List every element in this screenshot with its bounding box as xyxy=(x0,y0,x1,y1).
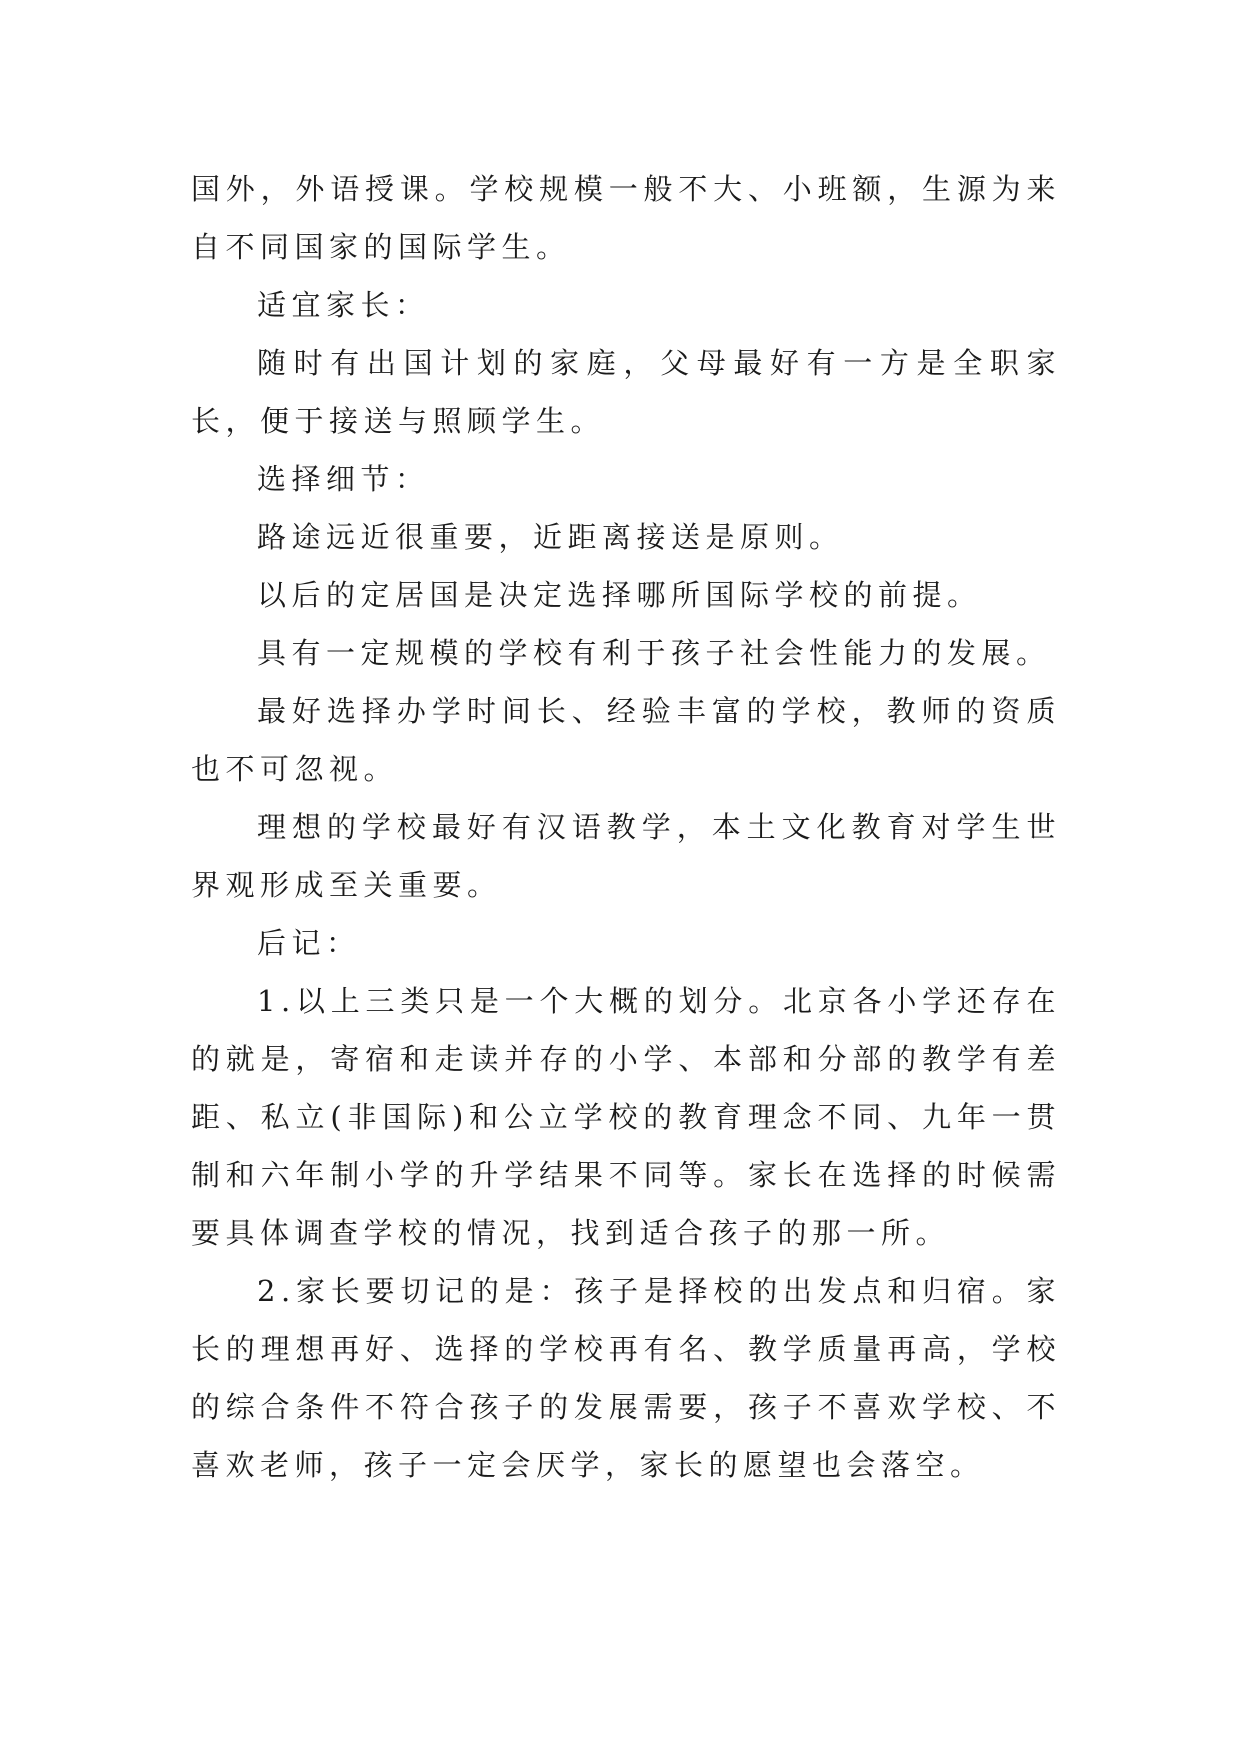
paragraph-postscript-2: 2.家长要切记的是：孩子是择校的出发点和归宿。家长的理想再好、选择的学校再有名、教学质量再高，学校的综合条件不符合孩子的发展需要，孩子不喜欢学校、不喜欢老师，孩子一定会厌学，家长的愿望也会落空。 xyxy=(191,1274,1061,1482)
paragraph-suitable-parents: 随时有出国计划的家庭，父母最好有一方是全职家长，便于接送与照顾学生。 xyxy=(191,346,1061,438)
document-body xyxy=(191,160,1061,1494)
heading-postscript: 后记： xyxy=(257,926,361,960)
heading-suitable-parents: 适宜家长： xyxy=(257,288,430,322)
paragraph-chinese-teaching: 理想的学校最好有汉语教学，本土文化教育对学生世界观形成至关重要。 xyxy=(191,810,1061,902)
heading-selection-details: 选择细节： xyxy=(257,462,430,496)
paragraph-experience: 最好选择办学时间长、经验丰富的学校，教师的资质也不可忽视。 xyxy=(191,694,1061,786)
paragraph-postscript-1: 1.以上三类只是一个大概的划分。北京各小学还存在的就是，寄宿和走读并存的小学、本部和分部的教学有差距、私立(非国际)和公立学校的教育理念不同、九年一贯制和六年制小学的升学结果不同等。家长在选择的时候需要具体调查学校的情况，找到适合孩子的那一所。 xyxy=(191,984,1061,1250)
paragraph-school-scale: 具有一定规模的学校有利于孩子社会性能力的发展。 xyxy=(257,636,1051,670)
paragraph-continued: 国外，外语授课。学校规模一般不大、小班额，生源为来自不同国家的国际学生。 xyxy=(191,172,1061,264)
paragraph-distance: 路途远近很重要，近距离接送是原则。 xyxy=(257,520,844,554)
paragraph-settle-country: 以后的定居国是决定选择哪所国际学校的前提。 xyxy=(257,578,982,612)
